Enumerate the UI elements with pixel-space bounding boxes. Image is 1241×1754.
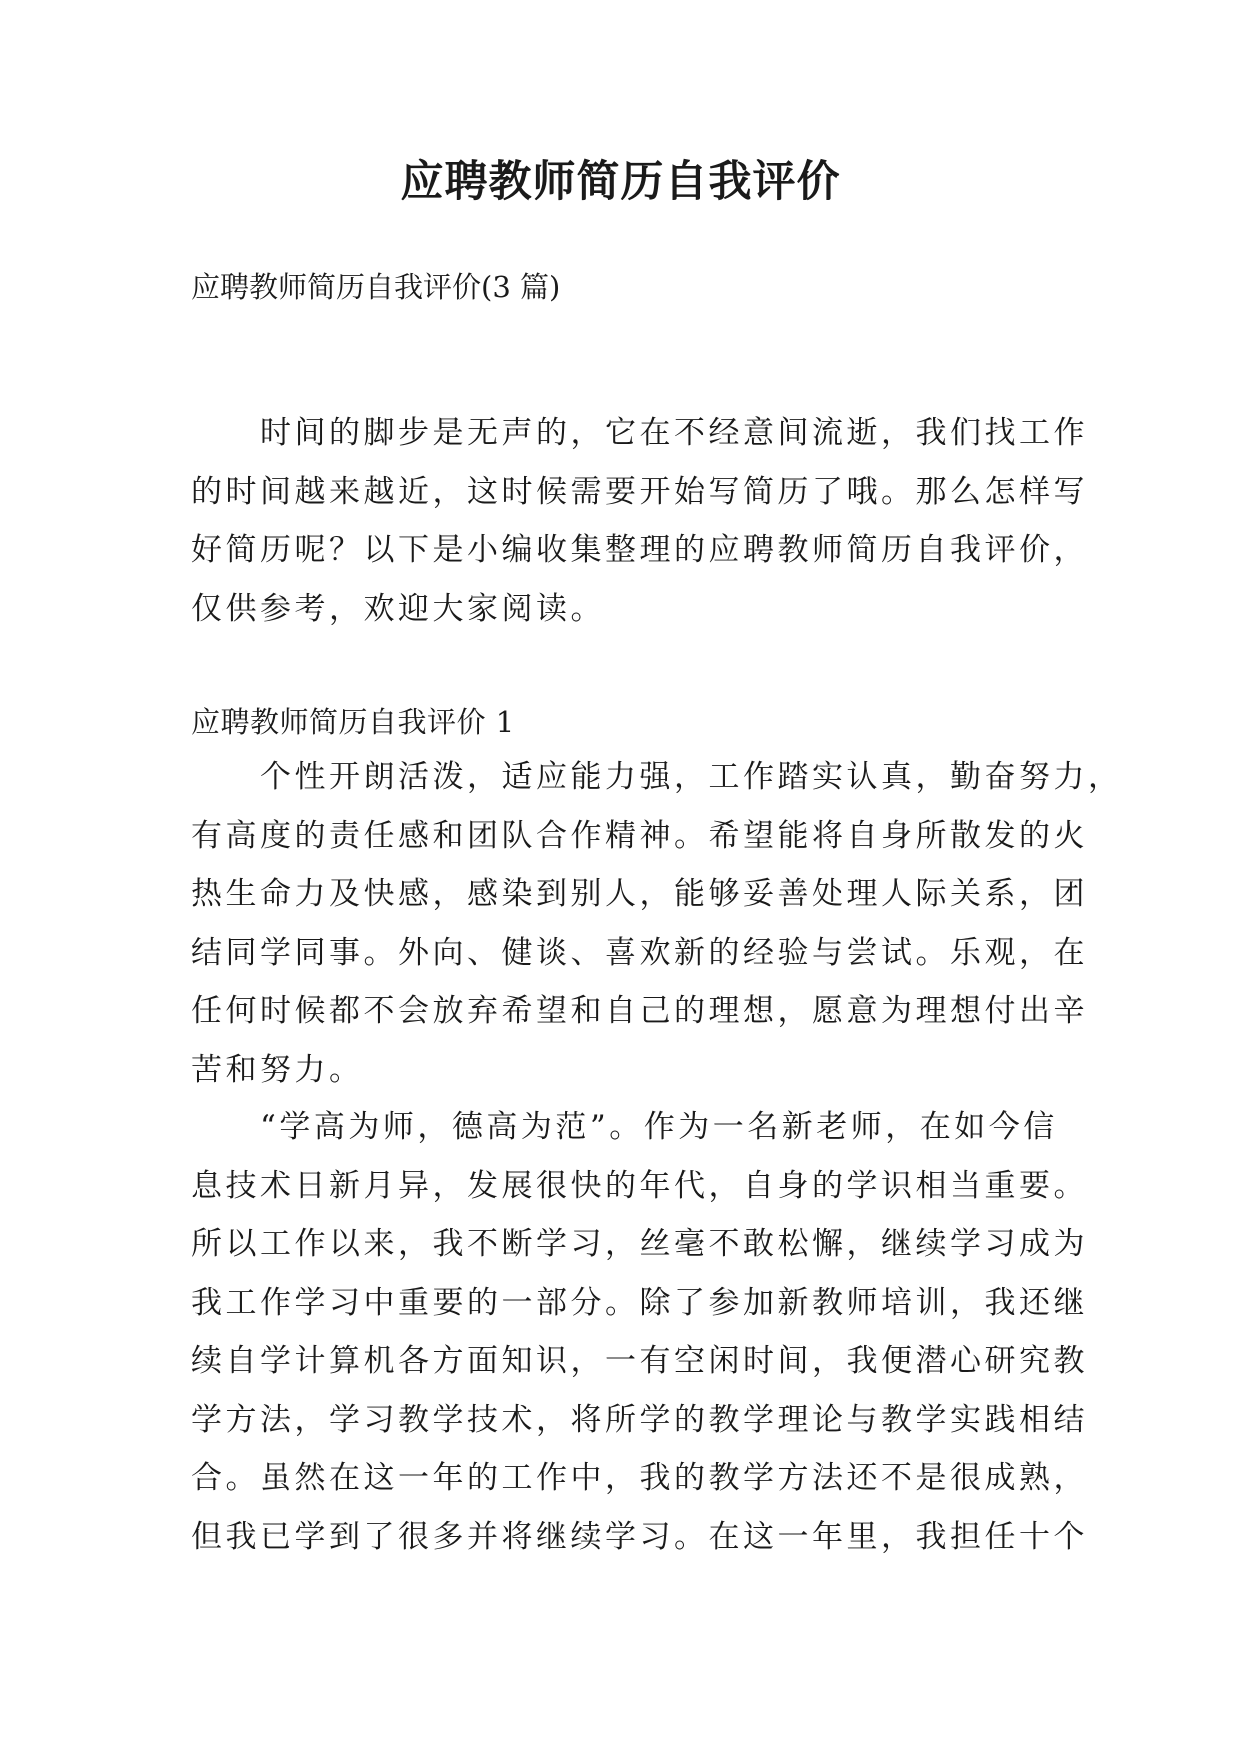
paragraph-line: 合。虽然在这一年的工作中，我的教学方法还不是很成熟， [191, 1460, 1088, 1496]
paragraph-line: 结同学同事。外向、健谈、喜欢新的经验与尝试。乐观，在 [191, 934, 1088, 971]
paragraph-line: 所以工作以来，我不断学习，丝毫不敢松懈，继续学习成为 [191, 1226, 1088, 1262]
document-subtitle: 应聘教师简历自我评价(3 篇) [191, 270, 561, 304]
paragraph-line: 仅供参考，欢迎大家阅读。 [191, 590, 605, 627]
paragraph-line: 好简历呢？以下是小编收集整理的应聘教师简历自我评价， [191, 532, 1088, 568]
paragraph-line: 个性开朗活泼，适应能力强，工作踏实认真，勤奋努力， [191, 759, 1123, 795]
document-title: 应聘教师简历自我评价 [400, 157, 841, 207]
paragraph-line: 续自学计算机各方面知识，一有空闲时间，我便潜心研究教 [191, 1343, 1088, 1379]
paragraph-line: 苦和努力。 [191, 1051, 364, 1088]
body-paragraph-2 [191, 1098, 1088, 1566]
paragraph-line: 时间的脚步是无声的，它在不经意间流逝，我们找工作 [191, 415, 1088, 451]
paragraph-line: “学高为师，德高为范”。作为一名新老师，在如今信 [191, 1109, 1058, 1145]
paragraph-line: 学方法，学习教学技术，将所学的教学理论与教学实践相结 [191, 1401, 1088, 1438]
intro-paragraph [191, 404, 1088, 638]
paragraph-line: 息技术日新月异，发展很快的年代，自身的学识相当重要。 [191, 1167, 1088, 1204]
paragraph-line: 有高度的责任感和团队合作精神。希望能将自身所散发的火 [191, 817, 1088, 854]
paragraph-line: 但我已学到了很多并将继续学习。在这一年里，我担任十个 [191, 1518, 1088, 1555]
paragraph-line: 热生命力及快感，感染到别人，能够妥善处理人际关系，团 [191, 876, 1088, 912]
section-heading: 应聘教师简历自我评价 1 [191, 705, 515, 739]
paragraph-line: 任何时候都不会放弃希望和自己的理想，愿意为理想付出辛 [191, 993, 1088, 1029]
body-paragraph-1 [191, 748, 1123, 1099]
paragraph-line: 我工作学习中重要的一部分。除了参加新教师培训，我还继 [191, 1284, 1088, 1321]
paragraph-line: 的时间越来越近，这时候需要开始写简历了哦。那么怎样写 [191, 473, 1088, 510]
